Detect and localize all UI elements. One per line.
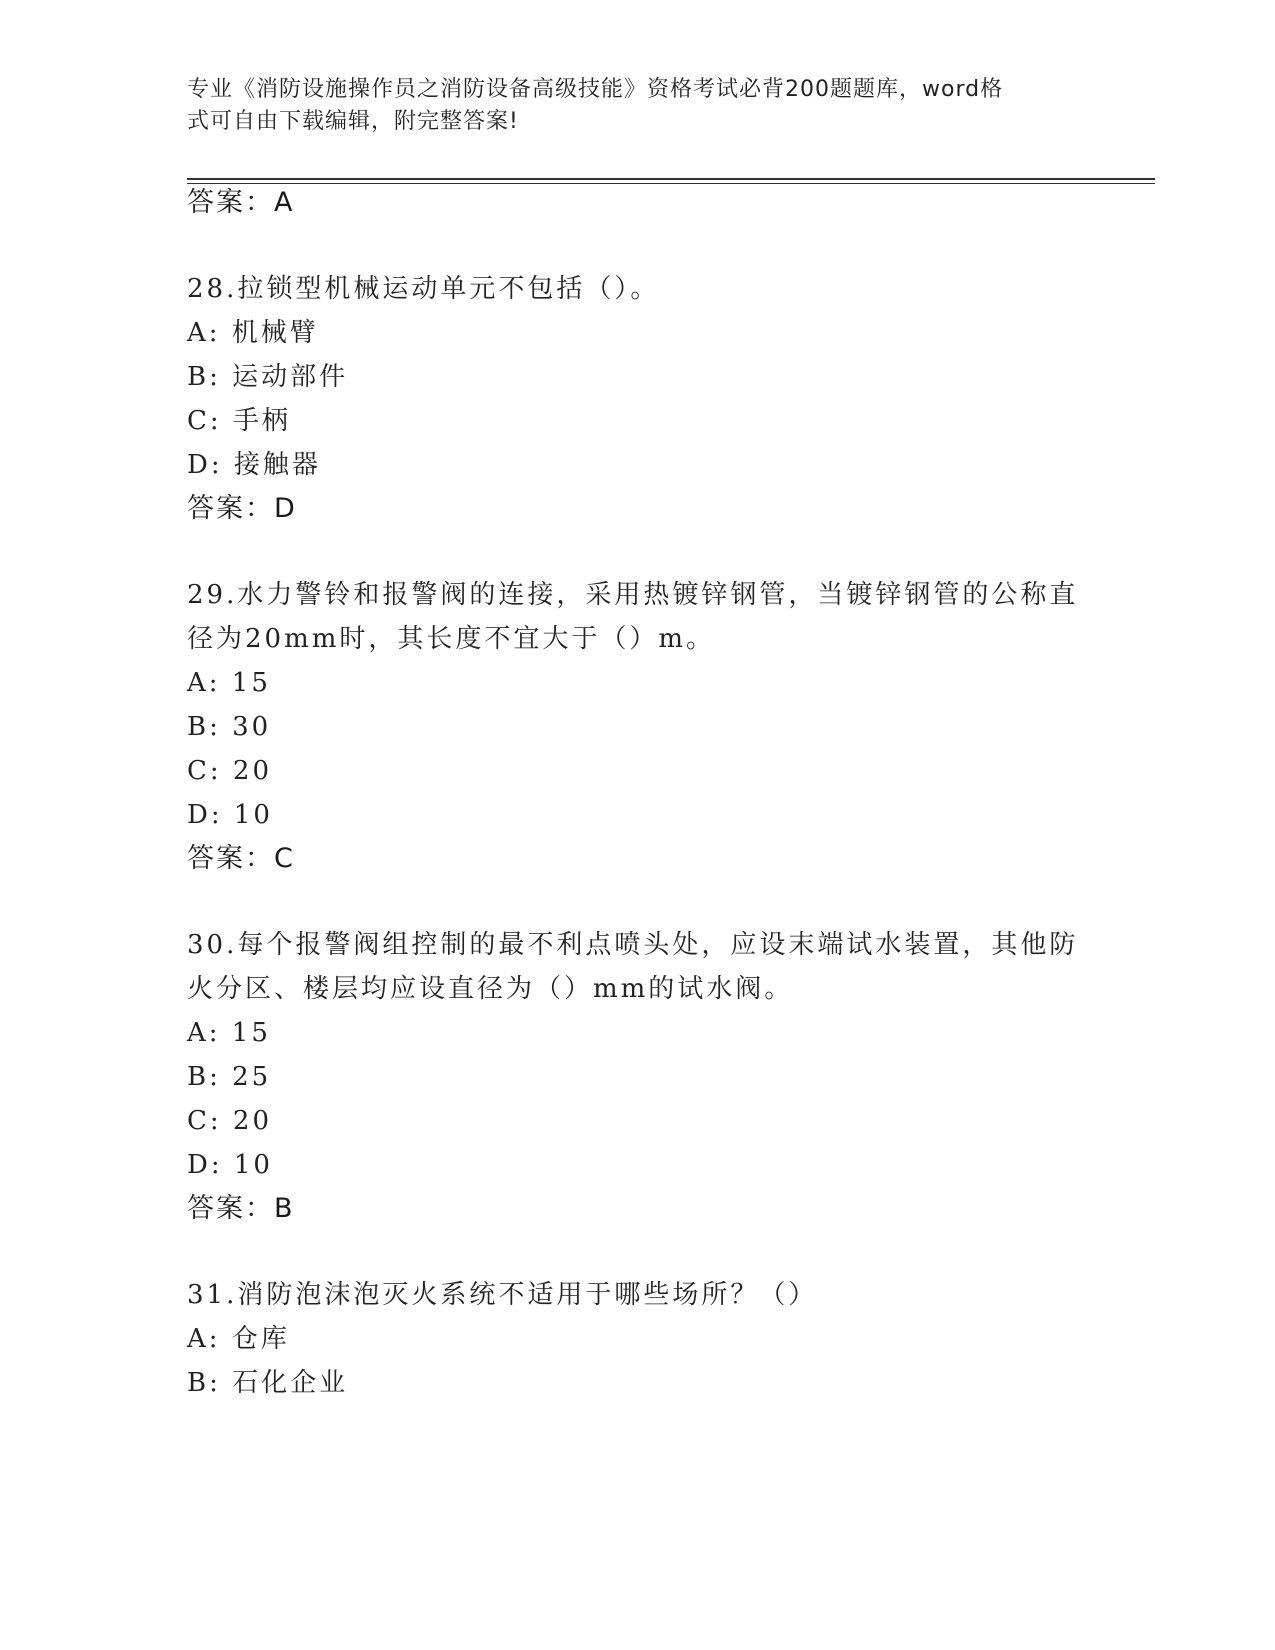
question-30-option-d: D: 10 xyxy=(187,1150,273,1180)
header-line-1: 专业《消防设施操作员之消防设备高级技能》资格考试必背200题题库，word格 xyxy=(187,77,1004,102)
question-28-option-d: D: 接触器 xyxy=(187,450,321,480)
question-28-option-b: B: 运动部件 xyxy=(187,362,349,392)
question-29-answer: 答案：C xyxy=(187,843,295,874)
document-header xyxy=(187,74,1067,138)
question-29-option-a: A: 15 xyxy=(187,668,271,698)
question-28-option-c: C: 手柄 xyxy=(187,406,291,436)
question-31-stem: 31.消防泡沫泡灭火系统不适用于哪些场所？（） xyxy=(187,1280,818,1310)
question-29-option-b: B: 30 xyxy=(187,712,272,742)
question-31-option-a: A: 仓库 xyxy=(187,1324,290,1354)
header-divider-thin xyxy=(187,183,1155,184)
question-30-stem-line-2: 火分区、楼层均应设直径为（）mm的试水阀。 xyxy=(187,974,794,1004)
question-28-answer: 答案：D xyxy=(187,493,297,524)
previous-answer: 答案：A xyxy=(187,187,295,218)
header-line-2: 式可自由下载编辑，附完整答案! xyxy=(187,109,519,134)
question-29-option-d: D: 10 xyxy=(187,800,273,830)
question-30-answer: 答案：B xyxy=(187,1193,295,1224)
question-29-stem-line-2: 径为20mm时，其长度不宜大于（）m。 xyxy=(187,624,716,654)
header-divider-thick xyxy=(187,178,1155,180)
question-29-stem-line-1: 29.水力警铃和报警阀的连接，采用热镀锌钢管，当镀锌钢管的公称直 xyxy=(187,580,1079,610)
question-30-option-b: B: 25 xyxy=(187,1062,272,1092)
question-29-option-c: C: 20 xyxy=(187,756,273,786)
question-30-option-a: A: 15 xyxy=(187,1018,271,1048)
question-30-stem-line-1: 30.每个报警阀组控制的最不利点喷头处，应设末端试水装置，其他防 xyxy=(187,930,1079,960)
question-30-option-c: C: 20 xyxy=(187,1106,273,1136)
question-28-option-a: A: 机械臂 xyxy=(187,318,319,348)
question-31-option-b: B: 石化企业 xyxy=(187,1368,349,1398)
question-28-stem: 28.拉锁型机械运动单元不包括（）。 xyxy=(187,274,660,304)
